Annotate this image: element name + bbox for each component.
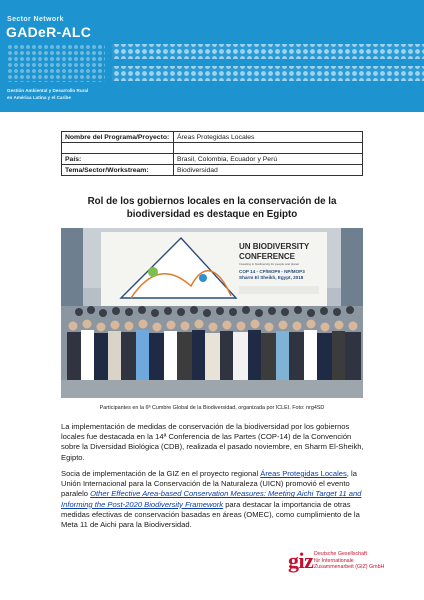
banner-text: UN BIODIVERSITY xyxy=(239,242,310,251)
giz-org-line: für Internationale xyxy=(314,557,354,564)
oecm-event-link[interactable]: Other Effective Area-based Conservation Measures: Meeting Aichi Target 11 and Informing the Post-2020 Biodiversity Framework xyxy=(61,489,362,509)
conference-group-photo xyxy=(61,228,363,398)
sector-network-logo xyxy=(0,0,112,112)
giz-org-name xyxy=(314,551,384,571)
giz-logo: giz xyxy=(288,548,314,573)
table-key xyxy=(62,143,174,154)
network-label: Sector Network xyxy=(7,16,64,23)
article-title: Rol de los gobiernos locales en la conservación de la biodiversidad es destaque en Egipto xyxy=(87,196,337,220)
giz-org-line: Zusammenarbeit (GIZ) GmbH xyxy=(314,564,385,570)
table-row xyxy=(62,165,363,176)
network-subtitle-line: en América Latina y el Caribe xyxy=(7,94,71,100)
network-subtitle-line: Gestión Ambiental y Desarrollo Rural xyxy=(7,88,89,93)
table-row xyxy=(62,132,363,143)
table-value xyxy=(174,143,363,154)
paragraph-text: para destacar la importancia de otras medidas efectivas de conservación basadas en áreas (OMEC), como cumplimiento de la Meta 11 de Aichi para la Biodiversidad. xyxy=(61,499,360,530)
table-value: Áreas Protegidas Locales xyxy=(174,132,363,143)
article-paragraph xyxy=(61,469,366,530)
table-value: Biodiversidad xyxy=(174,165,363,176)
paragraph-text: , la Unión Internacional para la Conservación de la Naturaleza (UICN) promovió el evento paralelo xyxy=(61,469,357,499)
table-value: Brasil, Colombia, Ecuador y Perú xyxy=(174,154,363,165)
group-photo-illustration xyxy=(61,228,363,398)
banner-text: Investing in biodiversity for people and planet xyxy=(239,262,300,266)
table-key: Tema/Sector/Workstream: xyxy=(62,165,174,176)
table-key: País: xyxy=(62,154,174,165)
project-info-table xyxy=(61,131,363,176)
article-paragraph: La implementación de medidas de conservación de la biodiversidad por los gobiernos locales fue destacada en la 14ª Conferencia de las Partes (COP-14) de la Convención sobre la Diversidad Biológica (CDB), realizada el pasado noviembre, en Sharm El-Sheikh, Egipto. xyxy=(61,422,364,462)
giz-org-line: Deutsche Gesellschaft xyxy=(314,551,367,557)
areas-protegidas-link[interactable]: Áreas Protegidas Locales xyxy=(260,469,347,478)
table-row xyxy=(62,143,363,154)
table-row xyxy=(62,154,363,165)
crowd xyxy=(61,306,363,398)
banner-text: CONFERENCE xyxy=(239,252,296,261)
table-key: Nombre del Programa/Proyecto: xyxy=(62,132,174,143)
logo-dot-pattern xyxy=(7,44,105,82)
network-subtitle xyxy=(7,88,88,101)
network-name: GADeR-ALC xyxy=(6,24,92,40)
banner-text: Sharm El Sheikh, Egypt, 2018 xyxy=(239,275,304,280)
banner-text: COP 14 - CP/MOP9 - NP/MOP3 xyxy=(239,269,305,274)
header-banner xyxy=(0,0,424,112)
paragraph-text: Socia de implementación de la GIZ en el proyecto regional xyxy=(61,469,261,478)
photo-caption: Participantes en la 6ª Cumbre Global de la Biodiversidad, organizada por ICLEI. Foto: nrg4SD xyxy=(99,405,325,411)
